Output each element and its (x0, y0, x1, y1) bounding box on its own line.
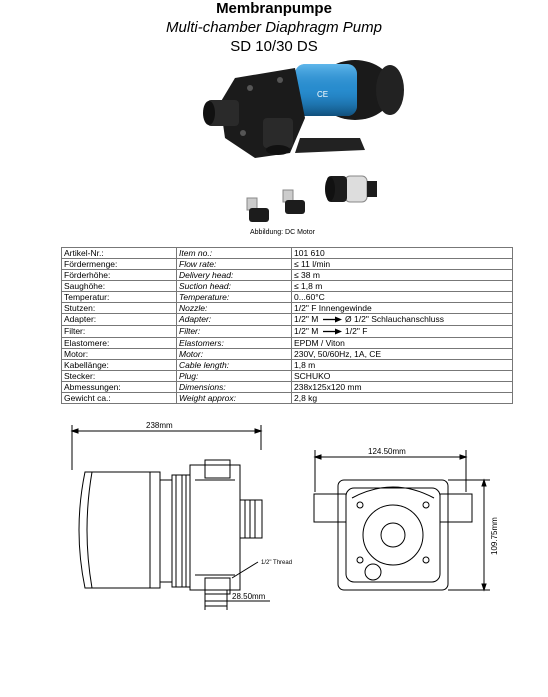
table-row (62, 270, 513, 281)
spec-value: 1,8 m (292, 359, 513, 370)
table-row (62, 292, 513, 303)
spec-label-de: Motor: (62, 348, 177, 359)
dim-height: 109.75mm (490, 517, 499, 555)
spec-label-de: Adapter: (62, 314, 177, 326)
spec-value (292, 325, 513, 337)
table-row (62, 314, 513, 326)
table-row (62, 325, 513, 337)
table-row (62, 370, 513, 381)
dim-port: 28.50mm (232, 592, 266, 601)
spec-label-de: Elastomere: (62, 337, 177, 348)
table-row (62, 303, 513, 314)
spec-label-de: Abmessungen: (62, 381, 177, 392)
table-row (62, 348, 513, 359)
spec-label-en: Dimensions: (177, 381, 292, 392)
spec-label-de: Temperatur: (62, 292, 177, 303)
thread-label: 1/2" Thread (261, 560, 293, 566)
table-row (62, 281, 513, 292)
front-view (314, 450, 490, 590)
spec-value (292, 314, 513, 326)
table-row (62, 337, 513, 348)
spec-label-de: Stutzen: (62, 303, 177, 314)
spec-label-en: Elastomers: (177, 337, 292, 348)
spec-table (61, 247, 513, 404)
adapter-parts (247, 190, 305, 222)
dim-width: 124.50mm (368, 447, 406, 456)
spec-label-de: Fördermenge: (62, 259, 177, 270)
product-model: SD 10/30 DS (230, 38, 318, 55)
spec-label-de: Förderhöhe: (62, 270, 177, 281)
spec-label-en: Filter: (177, 325, 292, 337)
mount-bracket (295, 138, 365, 153)
spec-value: 238x125x120 mm (292, 381, 513, 392)
spec-value: ≤ 1,8 m (292, 281, 513, 292)
spec-value: 1/2" F Innengewinde (292, 303, 513, 314)
spec-value: 2,8 kg (292, 392, 513, 403)
spec-value-b: Ø 1/2" Schlauchanschluss (345, 314, 444, 324)
photo-caption: Abbildung: DC Motor (250, 229, 315, 236)
spec-value: 230V, 50/60Hz, 1A, CE (292, 348, 513, 359)
spec-label-en: Adapter: (177, 314, 292, 326)
spec-label-de: Gewicht ca.: (62, 392, 177, 403)
pump-head (203, 68, 305, 158)
table-row (62, 259, 513, 270)
spec-label-de: Kabellänge: (62, 359, 177, 370)
spec-label-en: Cable length: (177, 359, 292, 370)
spec-label-de: Saughöhe: (62, 281, 177, 292)
filter-part (325, 176, 377, 202)
spec-value: SCHUKO (292, 370, 513, 381)
technical-drawing (0, 410, 548, 697)
spec-label-en: Temperature: (177, 292, 292, 303)
spec-value: 101 610 (292, 248, 513, 259)
table-row (62, 381, 513, 392)
table-row (62, 359, 513, 370)
spec-label-en: Plug: (177, 370, 292, 381)
table-row (62, 392, 513, 403)
spec-label-en: Motor: (177, 348, 292, 359)
motor-body (295, 60, 404, 120)
spec-value-a: 1/2" M (294, 325, 319, 336)
spec-value: ≤ 38 m (292, 270, 513, 281)
product-subtitle: Multi-chamber Diaphragm Pump (166, 19, 382, 36)
side-view (72, 425, 270, 610)
spec-value: ≤ 11 l/min (292, 259, 513, 270)
spec-label-en: Delivery head: (177, 270, 292, 281)
spec-label-de: Artikel-Nr.: (62, 248, 177, 259)
spec-label-en: Suction head: (177, 281, 292, 292)
spec-value-b: 1/2" F (345, 325, 368, 336)
table-row (62, 248, 513, 259)
spec-value: 0...60°C (292, 292, 513, 303)
spec-label-en: Weight approx: (177, 392, 292, 403)
spec-value: EPDM / Viton (292, 337, 513, 348)
spec-label-en: Nozzle: (177, 303, 292, 314)
arrow-right-icon (321, 315, 343, 325)
dim-length: 238mm (146, 421, 173, 430)
spec-label-de: Filter: (62, 325, 177, 337)
spec-label-en: Flow rate: (177, 259, 292, 270)
pump-photo (195, 58, 415, 243)
ce-mark: CE (317, 90, 329, 99)
product-title: Membranpumpe (216, 0, 332, 17)
spec-label-de: Stecker: (62, 370, 177, 381)
spec-label-en: Item no.: (177, 248, 292, 259)
spec-value-a: 1/2" M (294, 314, 319, 324)
arrow-right-icon (321, 327, 343, 337)
